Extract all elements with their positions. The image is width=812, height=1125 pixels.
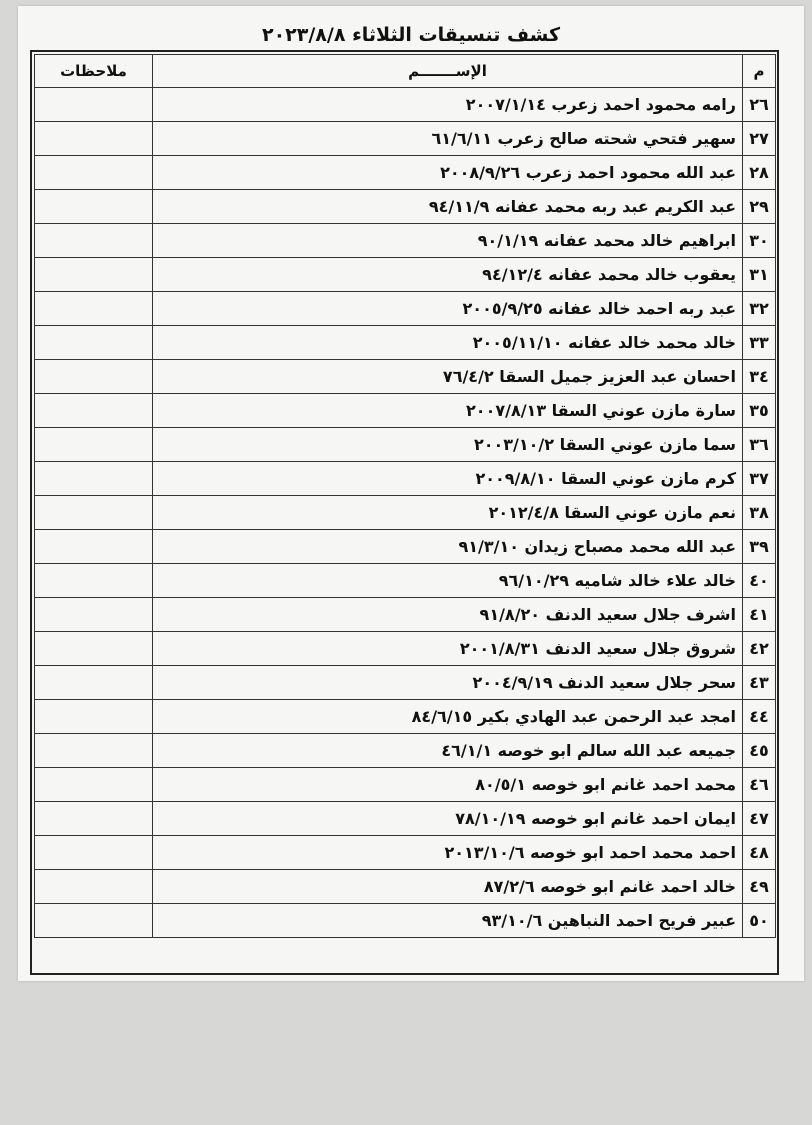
row-name: عبد الله محمد مصباح زيدان ٩١/٣/١٠ [153, 530, 743, 564]
row-number: ٣٨ [743, 496, 776, 530]
row-name: امجد عبد الرحمن عبد الهادي بكير ٨٤/٦/١٥ [153, 700, 743, 734]
row-name: سحر جلال سعيد الدنف ٢٠٠٤/٩/١٩ [153, 666, 743, 700]
row-notes [35, 870, 153, 904]
table-row [35, 632, 776, 666]
header-name: الإســـــــم [153, 55, 743, 88]
table-row [35, 564, 776, 598]
row-notes [35, 768, 153, 802]
table-row [35, 734, 776, 768]
row-notes [35, 122, 153, 156]
row-name: محمد احمد غانم ابو خوصه ٨٠/٥/١ [153, 768, 743, 802]
table-row [35, 598, 776, 632]
row-name: سهير فتحي شحته صالح زعرب ٦١/٦/١١ [153, 122, 743, 156]
row-notes [35, 530, 153, 564]
table-row [35, 496, 776, 530]
table-row [35, 700, 776, 734]
row-name: احمد محمد احمد ابو خوصه ٢٠١٣/١٠/٦ [153, 836, 743, 870]
table-row [35, 224, 776, 258]
row-name: خالد احمد غانم ابو خوصه ٨٧/٢/٦ [153, 870, 743, 904]
row-notes [35, 394, 153, 428]
table-row [35, 360, 776, 394]
row-number: ٤٥ [743, 734, 776, 768]
row-number: ٥٠ [743, 904, 776, 938]
table-row [35, 802, 776, 836]
row-notes [35, 326, 153, 360]
row-name: ايمان احمد غانم ابو خوصه ٧٨/١٠/١٩ [153, 802, 743, 836]
table-row [35, 88, 776, 122]
row-notes [35, 88, 153, 122]
table-row [35, 190, 776, 224]
table-row [35, 904, 776, 938]
row-number: ٤٩ [743, 870, 776, 904]
row-name: عبد الله محمود احمد زعرب ٢٠٠٨/٩/٢٦ [153, 156, 743, 190]
header-num: م [743, 55, 776, 88]
row-number: ٢٧ [743, 122, 776, 156]
names-table [34, 54, 776, 938]
row-notes [35, 700, 153, 734]
row-name: نعم مازن عوني السقا ٢٠١٢/٤/٨ [153, 496, 743, 530]
table-row [35, 836, 776, 870]
row-notes [35, 802, 153, 836]
row-number: ٣٣ [743, 326, 776, 360]
table-row [35, 768, 776, 802]
row-number: ٢٨ [743, 156, 776, 190]
row-notes [35, 462, 153, 496]
row-number: ٤٠ [743, 564, 776, 598]
row-notes [35, 836, 153, 870]
page-title: كشف تنسيقات الثلاثاء ٢٠٢٣/٨/٨ [261, 24, 561, 46]
row-name: عبير فريح احمد النباهين ٩٣/١٠/٦ [153, 904, 743, 938]
row-notes [35, 360, 153, 394]
table-row [35, 292, 776, 326]
row-notes [35, 734, 153, 768]
row-number: ٤١ [743, 598, 776, 632]
row-name: كرم مازن عوني السقا ٢٠٠٩/٨/١٠ [153, 462, 743, 496]
row-number: ٣٠ [743, 224, 776, 258]
row-number: ٣٩ [743, 530, 776, 564]
row-name: خالد محمد خالد عفانه ٢٠٠٥/١١/١٠ [153, 326, 743, 360]
row-number: ٣٧ [743, 462, 776, 496]
table-row [35, 462, 776, 496]
row-name: سارة مازن عوني السقا ٢٠٠٧/٨/١٣ [153, 394, 743, 428]
row-name: سما مازن عوني السقا ٢٠٠٣/١٠/٢ [153, 428, 743, 462]
table-row [35, 666, 776, 700]
row-notes [35, 496, 153, 530]
row-name: عبد الكريم عبد ربه محمد عفانه ٩٤/١١/٩ [153, 190, 743, 224]
table-row [35, 394, 776, 428]
row-notes [35, 564, 153, 598]
row-name: عبد ربه احمد خالد عفانه ٢٠٠٥/٩/٢٥ [153, 292, 743, 326]
row-notes [35, 632, 153, 666]
row-name: رامه محمود احمد زعرب ٢٠٠٧/١/١٤ [153, 88, 743, 122]
row-number: ٣٥ [743, 394, 776, 428]
row-number: ٤٨ [743, 836, 776, 870]
row-name: احسان عبد العزيز جميل السقا ٧٦/٤/٢ [153, 360, 743, 394]
table-row [35, 870, 776, 904]
table-header-row [35, 55, 776, 88]
row-number: ٤٦ [743, 768, 776, 802]
row-name: يعقوب خالد محمد عفانه ٩٤/١٢/٤ [153, 258, 743, 292]
row-notes [35, 224, 153, 258]
row-notes [35, 904, 153, 938]
table-row [35, 258, 776, 292]
row-number: ٤٣ [743, 666, 776, 700]
header-notes: ملاحظات [35, 55, 153, 88]
row-notes [35, 258, 153, 292]
table-row [35, 122, 776, 156]
row-name: اشرف جلال سعيد الدنف ٩١/٨/٢٠ [153, 598, 743, 632]
row-number: ٤٧ [743, 802, 776, 836]
row-number: ٣١ [743, 258, 776, 292]
row-name: ابراهيم خالد محمد عفانه ٩٠/١/١٩ [153, 224, 743, 258]
table-row [35, 530, 776, 564]
row-notes [35, 156, 153, 190]
row-number: ٤٤ [743, 700, 776, 734]
row-notes [35, 428, 153, 462]
row-number: ٤٢ [743, 632, 776, 666]
row-number: ٢٦ [743, 88, 776, 122]
table-row [35, 326, 776, 360]
row-name: خالد علاء خالد شاميه ٩٦/١٠/٢٩ [153, 564, 743, 598]
row-name: شروق جلال سعيد الدنف ٢٠٠١/٨/٣١ [153, 632, 743, 666]
table-row [35, 156, 776, 190]
row-notes [35, 666, 153, 700]
row-number: ٣٦ [743, 428, 776, 462]
row-number: ٣٢ [743, 292, 776, 326]
row-notes [35, 598, 153, 632]
row-number: ٢٩ [743, 190, 776, 224]
row-name: جميعه عبد الله سالم ابو خوصه ٤٦/١/١ [153, 734, 743, 768]
row-number: ٣٤ [743, 360, 776, 394]
table-row [35, 428, 776, 462]
row-notes [35, 190, 153, 224]
row-notes [35, 292, 153, 326]
